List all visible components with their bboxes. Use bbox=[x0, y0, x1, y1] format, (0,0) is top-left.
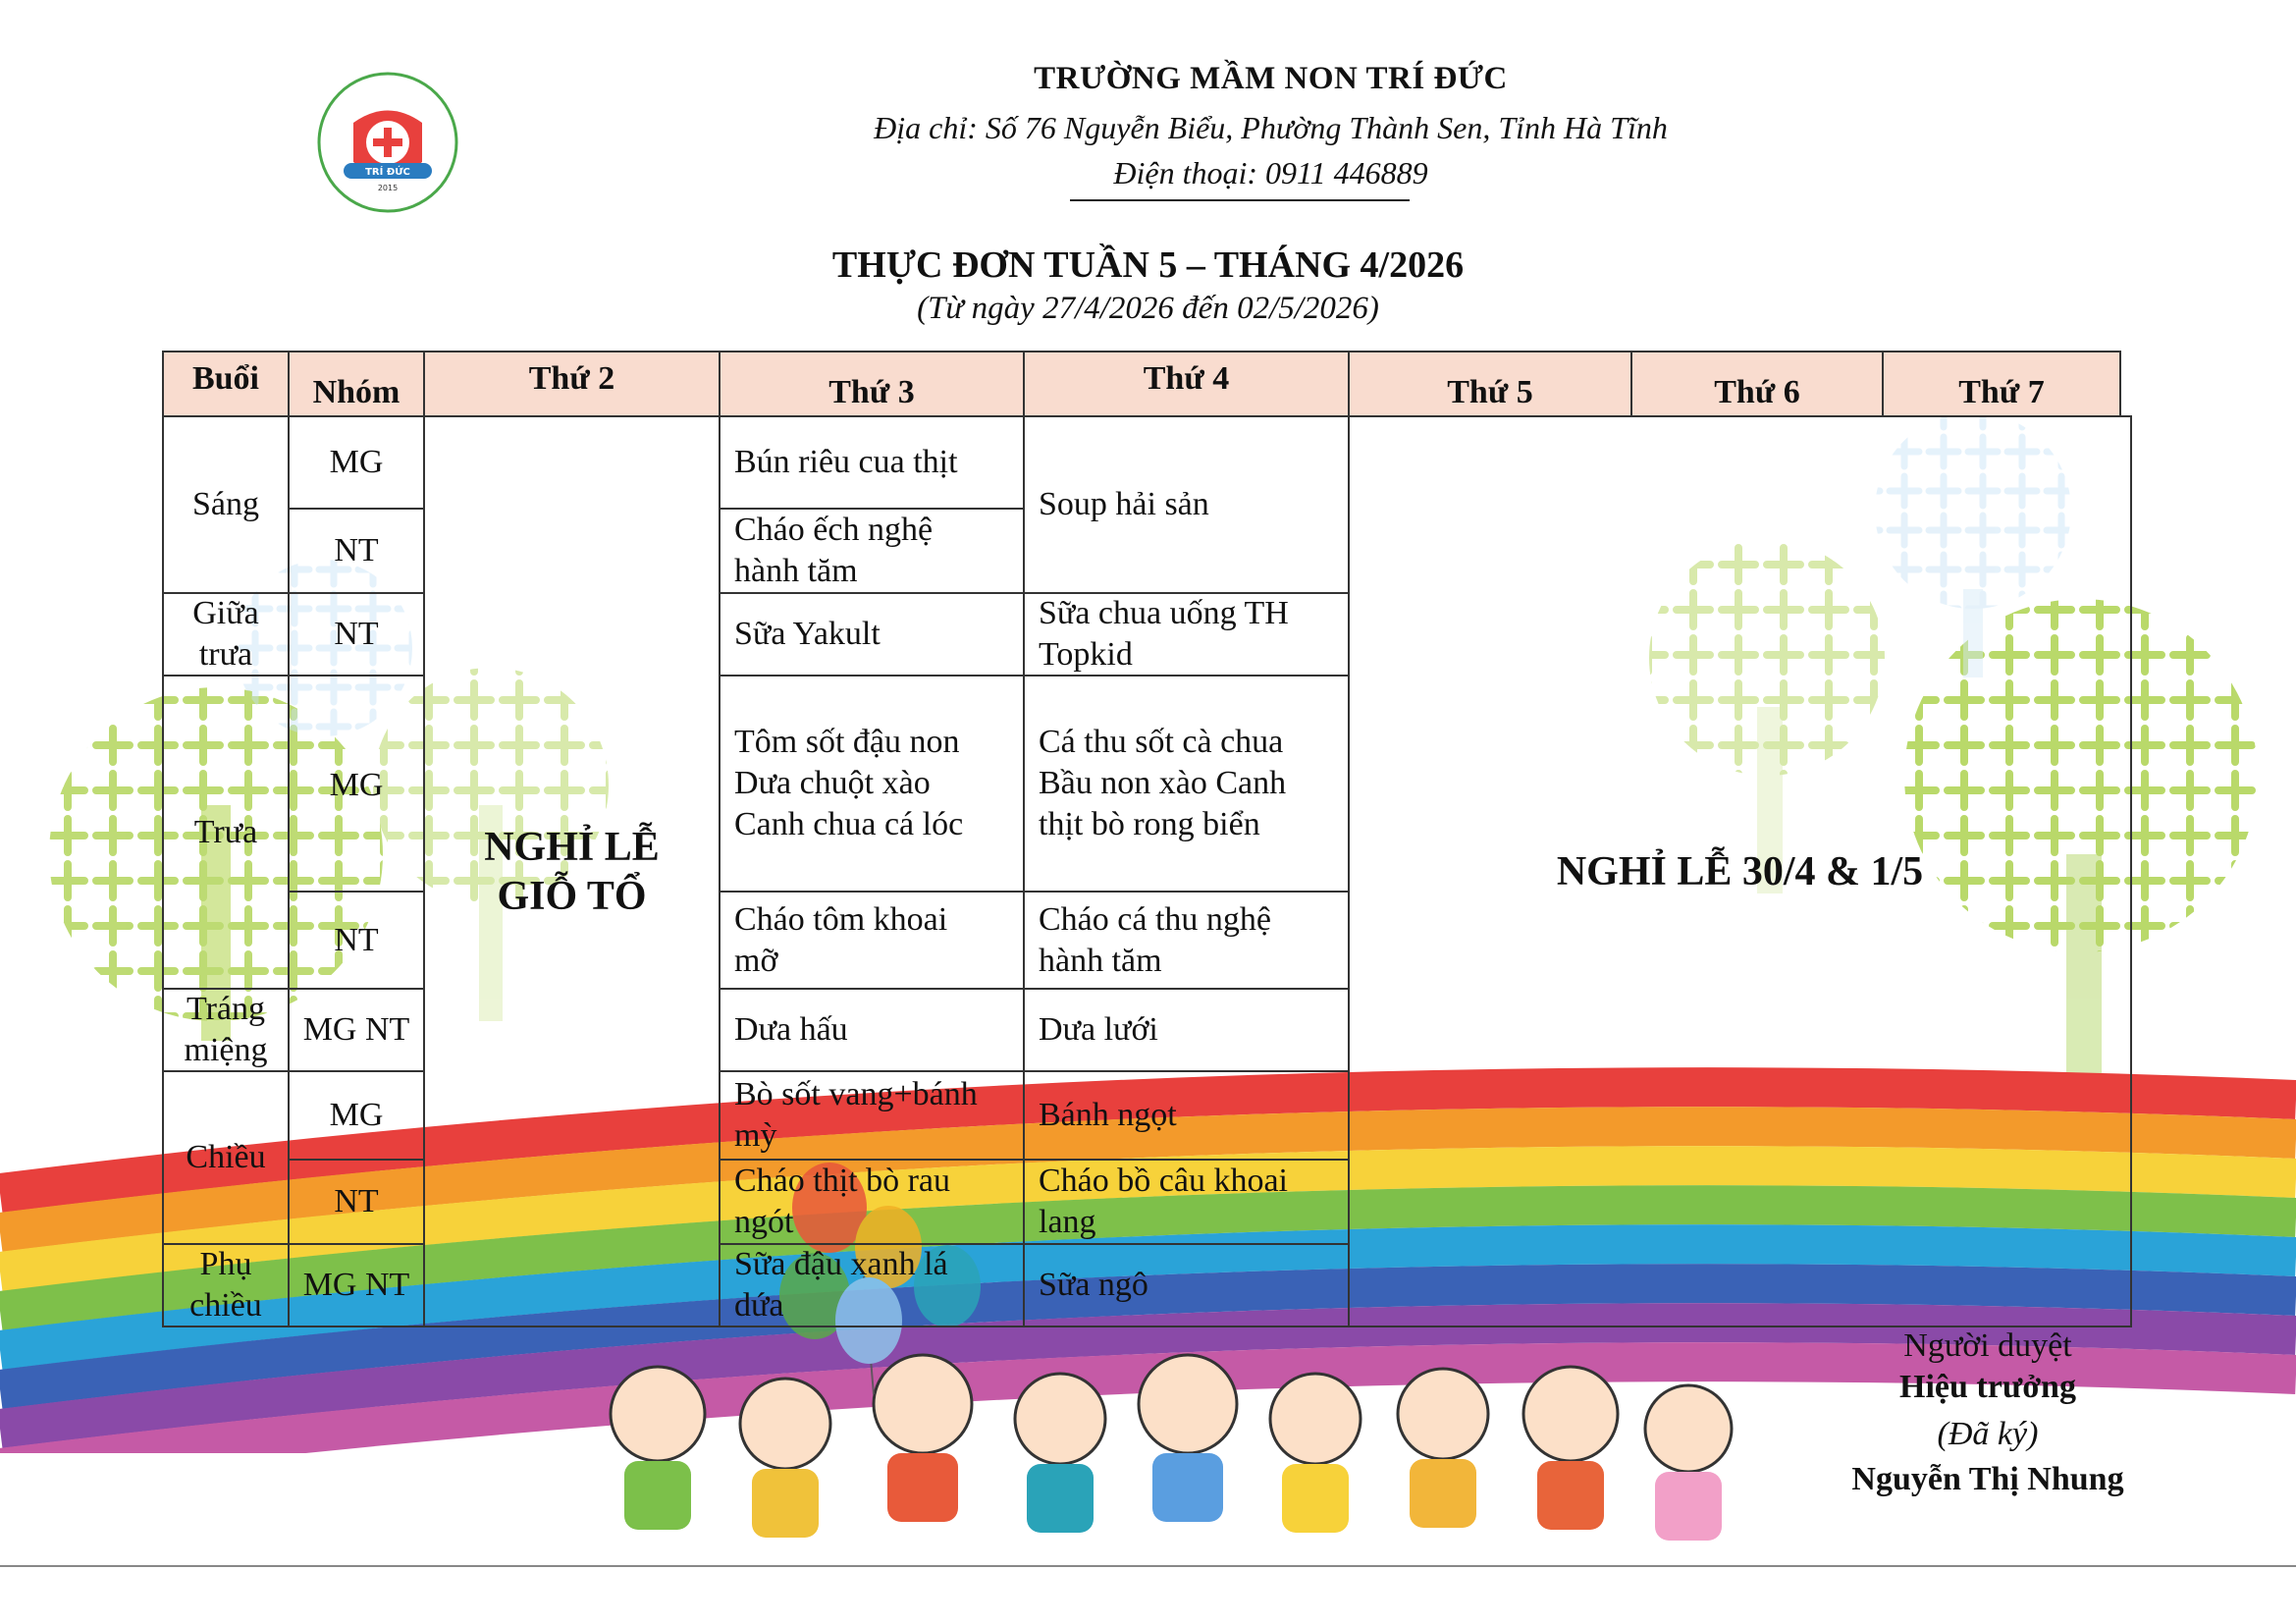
divider bbox=[1070, 199, 1410, 201]
school-address: Địa chỉ: Số 76 Nguyễn Biểu, Phường Thành Sen, Tỉnh Hà Tĩnh bbox=[874, 110, 1668, 145]
holiday-thu-sat: NGHỈ LỄ 30/4 & 1/5 bbox=[1348, 415, 2132, 1327]
tue-sang-mg: Bún riêu cua thịt bbox=[719, 415, 1025, 510]
tue-phu-chieu: Sữa đậu xanh lá dứa bbox=[719, 1243, 1025, 1327]
children-decoration bbox=[611, 1355, 1732, 1541]
tue-giua-trua: Sữa Yakult bbox=[719, 592, 1025, 677]
group-giua-trua-nt: NT bbox=[288, 592, 425, 677]
group-sang-mg: MG bbox=[288, 415, 425, 510]
tue-trua-nt: Cháo tôm khoai mỡ bbox=[719, 891, 1025, 990]
session-giua-trua: Giữa trưa bbox=[162, 592, 290, 677]
group-trua-mg: MG bbox=[288, 675, 425, 893]
col-header-thu6: Thứ 6 bbox=[1630, 351, 1884, 417]
tue-trang-mieng: Dưa hấu bbox=[719, 988, 1025, 1072]
wed-trang-mieng: Dưa lưới bbox=[1023, 988, 1350, 1072]
svg-text:TRÍ ĐỨC: TRÍ ĐỨC bbox=[365, 167, 410, 178]
signature-name: Nguyễn Thị Nhung bbox=[1851, 1461, 2124, 1497]
col-header-nhom: Nhóm bbox=[288, 351, 425, 417]
tue-sang-nt: Cháo ếch nghệ hành tăm bbox=[719, 508, 1025, 594]
wed-trua-nt: Cháo cá thu nghệ hành tăm bbox=[1023, 891, 1350, 990]
col-header-thu3: Thứ 3 bbox=[719, 351, 1025, 417]
col-header-thu5: Thứ 5 bbox=[1348, 351, 1632, 417]
signature-title: Hiệu trưởng bbox=[1899, 1369, 2076, 1405]
menu-date-range: (Từ ngày 27/4/2026 đến 02/5/2026) bbox=[917, 291, 1379, 326]
holiday-monday: NGHỈ LỄ GIỖ TỔ bbox=[423, 415, 721, 1327]
signature-status: (Đã ký) bbox=[1937, 1416, 2039, 1452]
session-trua: Trưa bbox=[162, 675, 290, 990]
wed-giua-trua: Sữa chua uống TH Topkid bbox=[1023, 592, 1350, 677]
session-chieu: Chiều bbox=[162, 1070, 290, 1245]
svg-text:2015: 2015 bbox=[377, 184, 399, 192]
group-trang-mieng: MG NT bbox=[288, 988, 425, 1072]
wed-trua-mg: Cá thu sốt cà chua Bầu non xào Canh thịt bò rong biển bbox=[1023, 675, 1350, 893]
tue-trua-mg: Tôm sốt đậu non Dưa chuột xào Canh chua cá lóc bbox=[719, 675, 1025, 893]
group-chieu-mg: MG bbox=[288, 1070, 425, 1161]
col-header-thu2: Thứ 2 bbox=[423, 351, 721, 417]
session-trang-mieng: Tráng miệng bbox=[162, 988, 290, 1072]
wed-sang: Soup hải sản bbox=[1023, 415, 1350, 594]
session-phu-chieu: Phụ chiều bbox=[162, 1243, 290, 1327]
wed-phu-chieu: Sữa ngô bbox=[1023, 1243, 1350, 1327]
col-header-thu7: Thứ 7 bbox=[1882, 351, 2121, 417]
group-phu-chieu: MG NT bbox=[288, 1243, 425, 1327]
menu-title: THỰC ĐƠN TUẦN 5 – THÁNG 4/2026 bbox=[831, 244, 1465, 286]
school-name: TRƯỜNG MẦM NON TRÍ ĐỨC bbox=[1034, 61, 1508, 96]
group-trua-nt: NT bbox=[288, 891, 425, 990]
col-header-thu4: Thứ 4 bbox=[1023, 351, 1350, 417]
group-sang-nt: NT bbox=[288, 508, 425, 594]
wed-chieu-nt: Cháo bồ câu khoai lang bbox=[1023, 1159, 1350, 1245]
session-sang: Sáng bbox=[162, 415, 290, 594]
col-header-buoi: Buổi bbox=[162, 351, 290, 417]
school-phone: Điện thoại: 0911 446889 bbox=[1113, 155, 1428, 190]
signature-role: Người duyệt bbox=[1903, 1327, 2072, 1364]
wed-chieu-mg: Bánh ngọt bbox=[1023, 1070, 1350, 1161]
tue-chieu-mg: Bò sốt vang+bánh mỳ bbox=[719, 1070, 1025, 1161]
tue-chieu-nt: Cháo thịt bò rau ngót bbox=[719, 1159, 1025, 1245]
group-chieu-nt: NT bbox=[288, 1159, 425, 1245]
